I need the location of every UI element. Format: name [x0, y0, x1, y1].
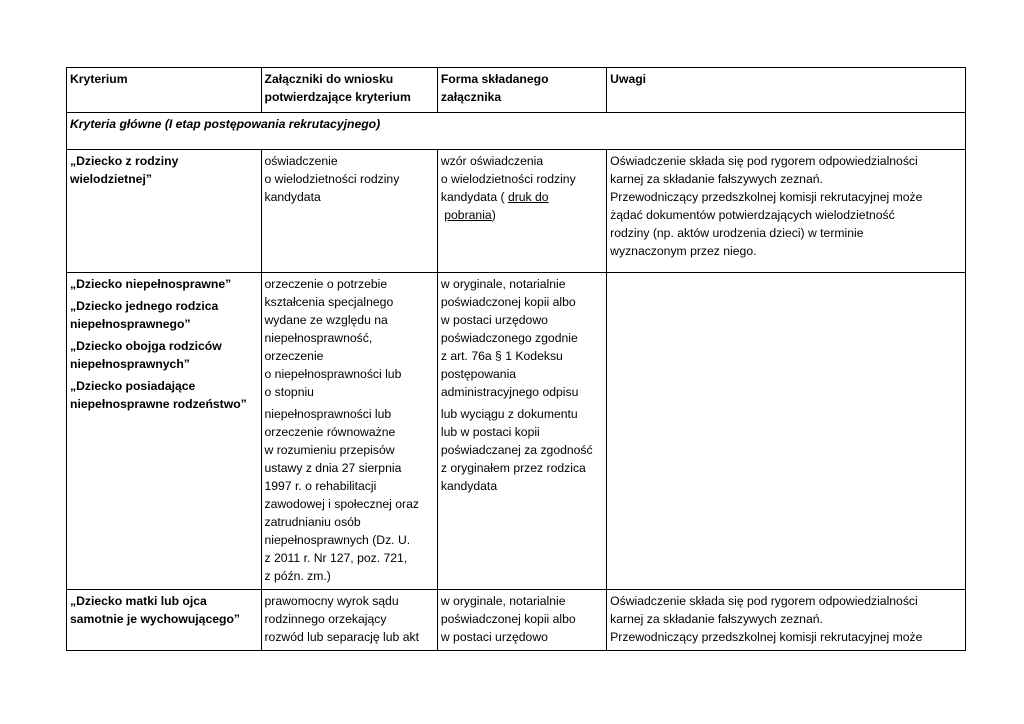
header-form: Forma składanego załącznika: [437, 68, 606, 113]
criterion-cell: [67, 590, 262, 651]
remarks-cell: [607, 273, 966, 590]
form-cell: wzór oświadczenia o wielodzietności rodziny kandydata ( druk do pobrania): [437, 150, 606, 273]
form-cell: w oryginale, notarialnie poświadczonej kopii albo w postaci urzędowo poświadczonego zgodnie z art. 76a § 1 Kodeksu postępowania administracyjnego odpisu lub wyciągu z dokumentu lub w postaci kopii poświadczanej za zgodność z oryginałem przez rodzica kandydata: [437, 273, 606, 590]
form-cell: w oryginale, notarialnie poświadczonej kopii albo w postaci urzędowo: [437, 590, 606, 651]
section-title: Kryteria główne (I etap postępowania rekrutacyjnego): [67, 113, 966, 150]
remarks-cell: Oświadczenie składa się pod rygorem odpowiedzialności karnej za składanie fałszywych zeznań. Przewodniczący przedszkolnej komisji rekrutacyjnej może żądać dokumentów potwierdzających wielodzietność rodziny (np. aktów urodzenia dzieci) w terminie wyznaczonym przez niego.: [607, 150, 966, 273]
attachments-cell: oświadczenie o wielodzietności rodziny kandydata: [261, 150, 437, 273]
criterion-cell: [67, 150, 262, 273]
table-row: [67, 273, 966, 590]
criterion-label: „Dziecko obojga rodziców niepełnosprawnych”: [70, 339, 222, 371]
header-remarks: Uwagi: [607, 68, 966, 113]
criterion-cell: [67, 273, 262, 590]
header-attachments: Załączniki do wniosku potwierdzające kryterium: [261, 68, 437, 113]
attachments-cell: orzeczenie o potrzebie kształcenia specjalnego wydane ze względu na niepełnosprawność, orzeczenie o niepełnosprawności lub o stopniu niepełnosprawności lub orzeczenie równoważne w rozumieniu przepisów ustawy z dnia 27 sierpnia 1997 r. o rehabilitacji zawodowej i społecznej oraz zatrudnianiu osób niepełnosprawnych (Dz. U. z 2011 r. Nr 127, poz. 721, z późn. zm.): [261, 273, 437, 590]
table-row: [67, 590, 966, 651]
table-row: [67, 150, 966, 273]
attachments-cell: prawomocny wyrok sądu rodzinnego orzekający rozwód lub separację lub akt: [261, 590, 437, 651]
remarks-cell: Oświadczenie składa się pod rygorem odpowiedzialności karnej za składanie fałszywych zeznań. Przewodniczący przedszkolnej komisji rekrutacyjnej może: [607, 590, 966, 651]
download-form-link[interactable]: druk do: [507, 190, 549, 204]
criterion-label: „Dziecko jednego rodzica niepełnosprawnego”: [70, 299, 219, 331]
criterion-label: „Dziecko niepełnosprawne”: [70, 277, 232, 291]
header-criterion: Kryterium: [67, 68, 262, 113]
recruitment-criteria-table: [66, 67, 966, 651]
criterion-label: „Dziecko posiadające niepełnosprawne rodzeństwo”: [70, 379, 247, 411]
criterion-label: „Dziecko z rodziny wielodzietnej”: [70, 154, 179, 186]
header-row: [67, 68, 966, 113]
download-form-link-continued[interactable]: pobrania: [444, 208, 492, 222]
criterion-label: „Dziecko matki lub ojca samotnie je wychowującego”: [70, 594, 240, 626]
section-row: [67, 113, 966, 150]
